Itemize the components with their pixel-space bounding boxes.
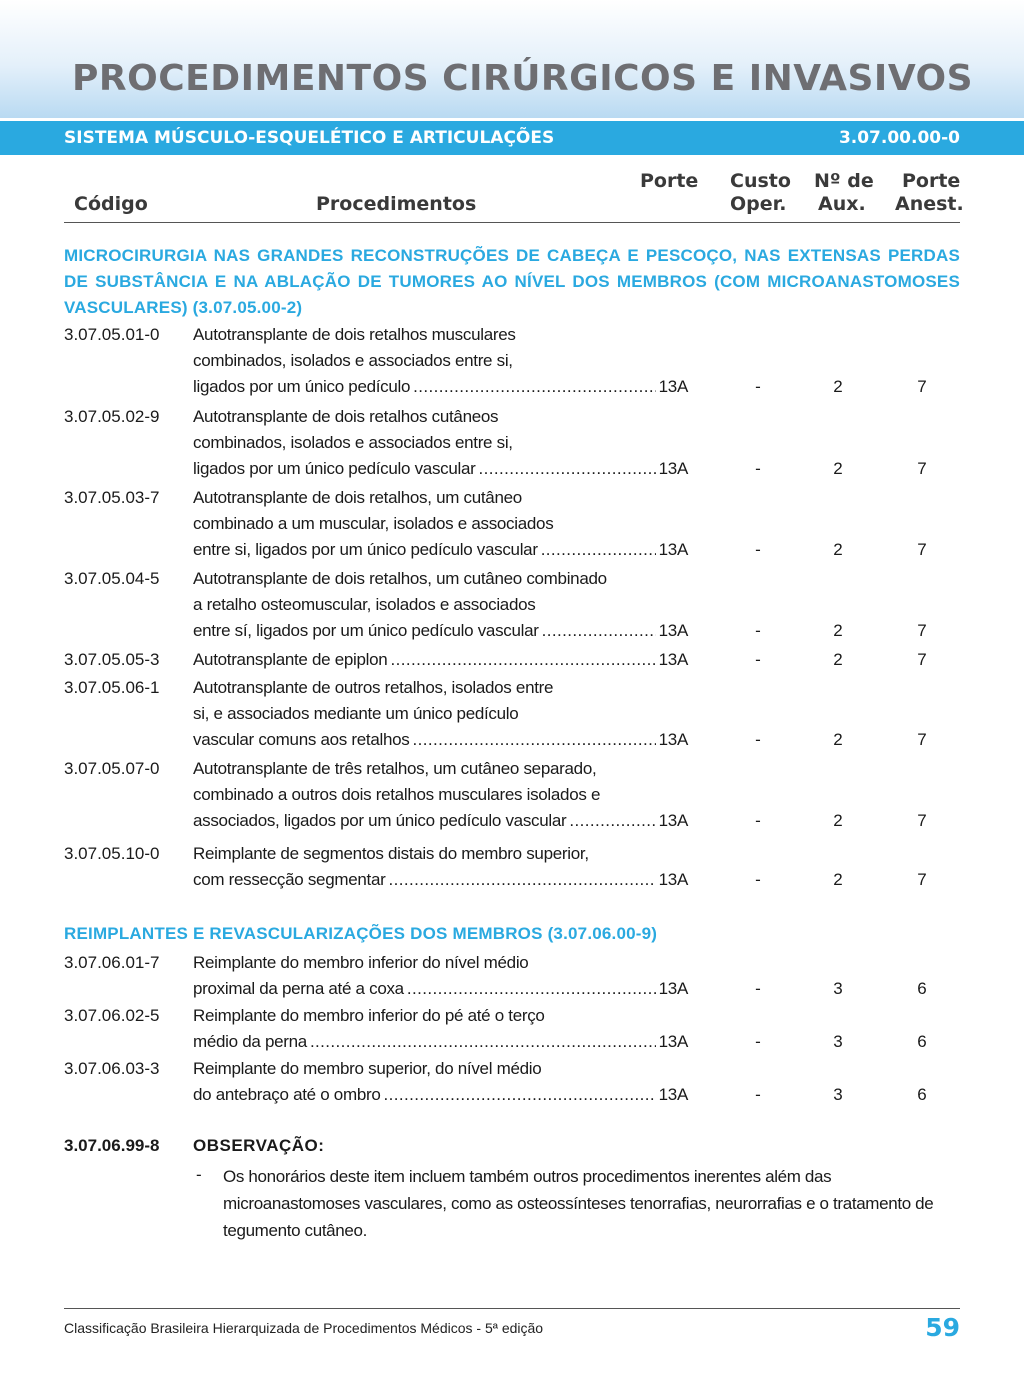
section-title: SISTEMA MÚSCULO-ESQUELÉTICO E ARTICULAÇÕES: [64, 128, 555, 148]
procedure-code: 3.07.06.01-7: [64, 953, 160, 972]
porte-anest-value: 6: [917, 979, 927, 998]
aux-value: 3: [833, 979, 843, 998]
aux-value: 2: [833, 650, 843, 669]
porte-value: 13A: [658, 540, 688, 559]
procedure-description-line: Reimplante do membro inferior do nível médio: [193, 953, 529, 972]
procedure-description-line: entre si, ligados por um único pedículo vascular: [193, 540, 538, 559]
observation-title: OBSERVAÇÃO:: [193, 1136, 325, 1155]
procedure-code: 3.07.05.06-1: [64, 678, 160, 697]
procedure-description-line: com ressecção segmentar: [193, 870, 386, 889]
procedure-description: [193, 566, 688, 644]
procedure-description-line: si, e associados mediante um único pedículo: [193, 704, 519, 723]
procedure-description-last-line: [193, 374, 688, 400]
procedure-description: [193, 950, 688, 1002]
porte-value: 13A: [658, 870, 688, 889]
aux-value: 2: [833, 377, 843, 396]
procedure-description-last-line: [193, 537, 688, 563]
procedure-description: [193, 675, 688, 753]
page-title: PROCEDIMENTOS CIRÚRGICOS E INVASIVOS: [72, 58, 974, 99]
aux-value: 3: [833, 1085, 843, 1104]
dot-leader: [569, 808, 655, 834]
aux-value: 2: [833, 459, 843, 478]
col-aux-line2: Aux.: [818, 193, 866, 215]
custo-oper-value: -: [755, 979, 761, 998]
procedure-description-line: Autotransplante de três retalhos, um cutâneo separado,: [193, 759, 597, 778]
procedure-code: 3.07.05.03-7: [64, 488, 160, 507]
aux-value: 2: [833, 730, 843, 749]
procedure-description-last-line: [193, 1082, 688, 1108]
custo-oper-value: -: [755, 811, 761, 830]
procedure-code: 3.07.05.01-0: [64, 325, 160, 344]
custo-oper-value: -: [755, 870, 761, 889]
col-codigo: Código: [74, 193, 148, 215]
procedure-description-last-line: [193, 976, 688, 1002]
group-title-reimplantes: REIMPLANTES E REVASCULARIZAÇÕES DOS MEMBROS (3.07.06.00-9): [64, 924, 658, 943]
custo-oper-value: -: [755, 1032, 761, 1051]
section-bar: [0, 121, 1024, 155]
porte-anest-value: 7: [917, 459, 927, 478]
procedure-description-last-line: [193, 867, 688, 893]
procedure-description-line: Autotransplante de outros retalhos, isolados entre: [193, 678, 554, 697]
aux-value: 2: [833, 811, 843, 830]
dot-leader: [541, 537, 656, 563]
procedure-description-last-line: [193, 727, 688, 753]
col-anest-line1: Porte: [902, 170, 961, 192]
footer-rule: [64, 1308, 960, 1309]
procedure-description-line: associados, ligados por um único pedículo vascular: [193, 811, 567, 830]
procedure-code: 3.07.05.10-0: [64, 844, 160, 863]
footer-text: Classificação Brasileira Hierarquizada de Procedimentos Médicos - 5ª edição: [64, 1320, 544, 1336]
header-rule: [64, 222, 960, 223]
col-custo-line2: Oper.: [730, 193, 787, 215]
observation-code: 3.07.06.99-8: [64, 1136, 160, 1155]
dot-leader: [413, 374, 655, 400]
aux-value: 2: [833, 621, 843, 640]
custo-oper-value: -: [755, 621, 761, 640]
aux-value: 2: [833, 540, 843, 559]
porte-anest-value: 7: [917, 870, 927, 889]
section-code: 3.07.00.00-0: [838, 128, 960, 148]
custo-oper-value: -: [755, 650, 761, 669]
porte-anest-value: 7: [917, 540, 927, 559]
procedure-code: 3.07.06.03-3: [64, 1059, 160, 1078]
procedure-description-line: Reimplante de segmentos distais do membro superior,: [193, 844, 589, 863]
procedure-description-last-line: [193, 647, 688, 673]
col-procedimentos: Procedimentos: [316, 193, 477, 215]
procedure-description: [193, 485, 688, 563]
procedure-code: 3.07.06.02-5: [64, 1006, 160, 1025]
procedure-description: [193, 1056, 688, 1108]
procedure-description-line: ligados por um único pedículo vascular: [193, 459, 476, 478]
observation-text: Os honorários deste item incluem também outros procedimentos inerentes além das microanastomoses vasculares, como as osteossínteses tenorrafias, neurorrafias e o tratamento de tegumento cutâneo.: [223, 1167, 934, 1240]
procedure-description-line: a retalho osteomuscular, isolados e associados: [193, 595, 536, 614]
porte-anest-value: 6: [917, 1085, 927, 1104]
procedure-description-line: Autotransplante de epiplon: [193, 650, 388, 669]
custo-oper-value: -: [755, 459, 761, 478]
col-aux-line1: Nº de: [814, 170, 874, 192]
procedure-description-last-line: [193, 1029, 688, 1055]
procedure-description-line: médio da perna: [193, 1032, 307, 1051]
dot-leader: [310, 1029, 656, 1055]
procedure-description-last-line: [193, 618, 688, 644]
procedure-description-line: combinados, isolados e associados entre si,: [193, 433, 513, 452]
col-custo-line1: Custo: [730, 170, 791, 192]
procedure-description-last-line: [193, 456, 688, 482]
porte-value: 13A: [658, 979, 688, 998]
procedure-description-line: combinado a outros dois retalhos musculares isolados e: [193, 785, 601, 804]
procedure-description: [193, 841, 688, 893]
porte-anest-value: 6: [917, 1032, 927, 1051]
custo-oper-value: -: [755, 730, 761, 749]
procedure-description-line: ligados por um único pedículo: [193, 377, 411, 396]
col-anest-line2: Anest.: [895, 193, 964, 215]
page-number: 59: [925, 1313, 960, 1342]
procedure-description-line: Reimplante do membro inferior do pé até o terço: [193, 1006, 545, 1025]
procedure-description-line: entre sí, ligados por um único pedículo vascular: [193, 621, 539, 640]
procedure-description-line: Autotransplante de dois retalhos musculares: [193, 325, 516, 344]
dot-leader: [413, 727, 656, 753]
porte-anest-value: 7: [917, 621, 927, 640]
porte-value: 13A: [658, 1032, 688, 1051]
procedure-description-line: proximal da perna até a coxa: [193, 979, 404, 998]
group-title-microcirurgia: MICROCIRURGIA NAS GRANDES RECONSTRUÇÕES DE CABEÇA E PESCOÇO, NAS EXTENSAS PERDAS DE SUBSTÂNCIA E NA ABLAÇÃO DE TUMORES AO NÍVEL DOS MEMBROS (COM MICROANASTOMOSES VASCULARES) (3.07.05.00-2): [64, 246, 960, 317]
aux-value: 2: [833, 870, 843, 889]
procedure-description: [193, 756, 688, 834]
procedure-description-line: vascular comuns aos retalhos: [193, 730, 410, 749]
porte-value: 13A: [658, 811, 688, 830]
porte-value: 13A: [658, 1085, 688, 1104]
procedure-description-line: combinados, isolados e associados entre si,: [193, 351, 513, 370]
observation-bullet: -: [196, 1165, 202, 1184]
procedure-code: 3.07.05.05-3: [64, 650, 160, 669]
dot-leader: [407, 976, 656, 1002]
procedure-description-line: Autotransplante de dois retalhos, um cutâneo combinado: [193, 569, 607, 588]
procedure-description-line: combinado a um muscular, isolados e associados: [193, 514, 554, 533]
procedure-description: [193, 1003, 688, 1055]
porte-anest-value: 7: [917, 811, 927, 830]
porte-value: 13A: [658, 621, 688, 640]
procedure-description: [193, 404, 688, 482]
procedure-description: [193, 647, 688, 673]
dot-leader: [390, 647, 655, 673]
porte-anest-value: 7: [917, 377, 927, 396]
dot-leader: [388, 867, 655, 893]
procedure-code: 3.07.05.04-5: [64, 569, 160, 588]
porte-anest-value: 7: [917, 730, 927, 749]
dot-leader: [384, 1082, 656, 1108]
procedure-description-line: Autotransplante de dois retalhos, um cutâneo: [193, 488, 522, 507]
procedure-code: 3.07.05.07-0: [64, 759, 160, 778]
custo-oper-value: -: [755, 377, 761, 396]
custo-oper-value: -: [755, 1085, 761, 1104]
dot-leader: [542, 618, 656, 644]
porte-value: 13A: [658, 650, 688, 669]
porte-value: 13A: [658, 459, 688, 478]
procedure-description: [193, 322, 688, 400]
procedure-description-line: Reimplante do membro superior, do nível médio: [193, 1059, 542, 1078]
procedure-description-line: Autotransplante de dois retalhos cutâneos: [193, 407, 499, 426]
porte-anest-value: 7: [917, 650, 927, 669]
aux-value: 3: [833, 1032, 843, 1051]
porte-value: 13A: [658, 377, 688, 396]
procedure-description-line: do antebraço até o ombro: [193, 1085, 381, 1104]
dot-leader: [479, 456, 656, 482]
custo-oper-value: -: [755, 540, 761, 559]
procedure-code: 3.07.05.02-9: [64, 407, 160, 426]
porte-value: 13A: [658, 730, 688, 749]
col-porte: Porte: [640, 170, 699, 192]
procedure-description-last-line: [193, 808, 688, 834]
